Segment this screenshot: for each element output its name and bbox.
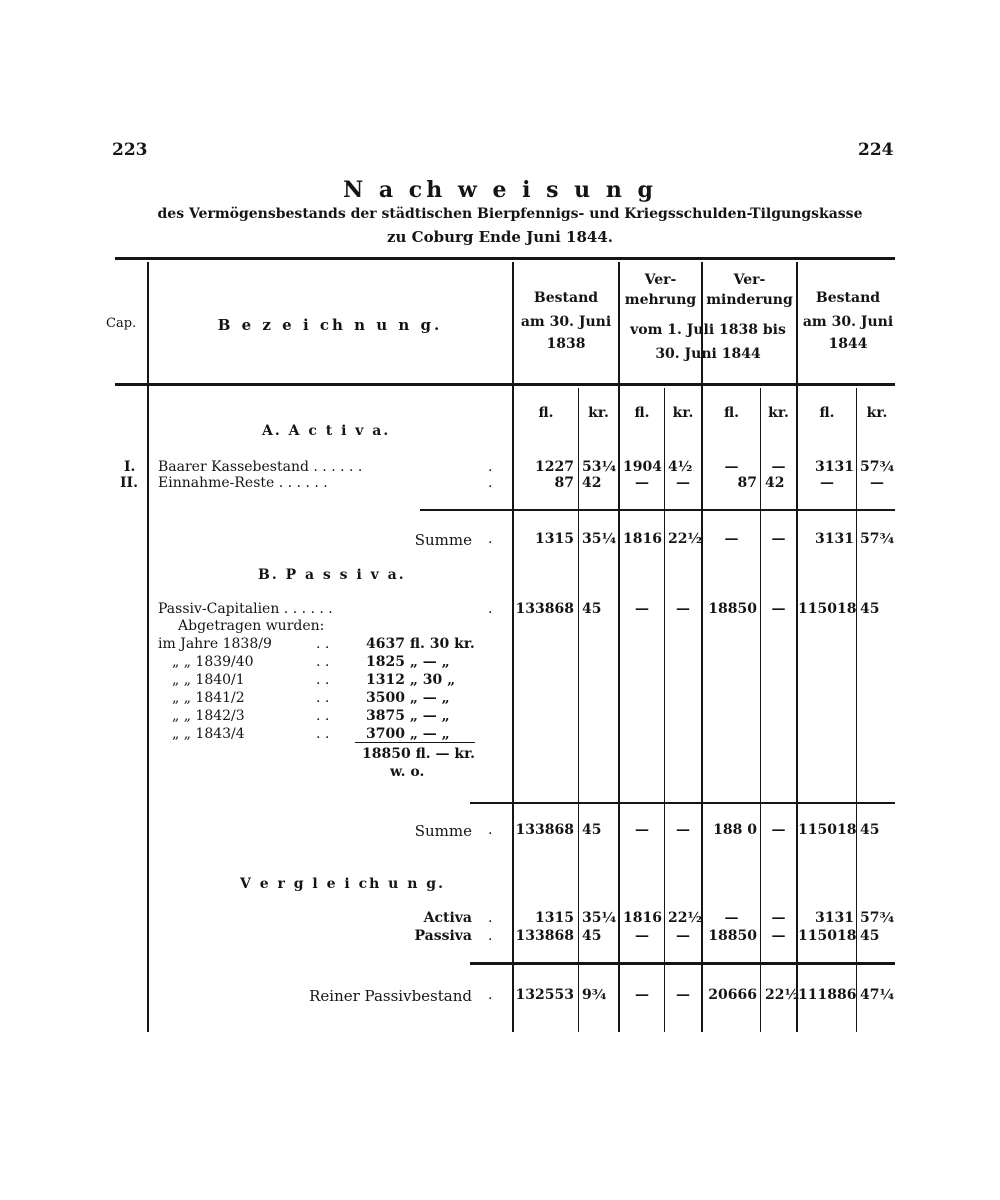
unit-fl: fl. [538,405,554,421]
year-amount: 3700 „ — „ [366,726,450,742]
bestand1-date: am 30. Juni [520,314,612,330]
year-label: im Jahre 1838/9 [158,636,272,652]
year-label: „ „ 1842/3 [172,708,245,724]
cap-divider [147,262,149,1032]
row-label: Baarer Kassebestand . . . . . . [158,459,363,475]
page-number-left: 223 [112,140,148,160]
leader-dots: . . [316,726,330,742]
years-total-rule [355,742,475,743]
year-amount: 4637 fl. 30 kr. [366,636,475,652]
bestand2-fl-value: 3131 [815,459,854,475]
leader-dot: . [488,822,493,838]
passiva-sum-rule [470,802,895,804]
verminderung-kr-value: — [771,531,786,547]
cap-header: Cap. [106,316,137,331]
leader-dot: . [488,475,493,491]
header-top-rule [115,257,895,260]
bestand2-year: 1844 [828,336,868,352]
year-amount: 1312 „ 30 „ [366,672,456,688]
document-subtitle-2: zu Coburg Ende Juni 1844. [387,228,613,246]
bestand1-kr-value: 35¼ [582,910,617,926]
vermehrung-kr-value: 22½ [668,531,703,547]
bezeichnung-header: B e z e i ch n u n g. [217,316,443,334]
row-label: Einnahme-Reste . . . . . . [158,475,328,491]
bestand2-kr-value: 45 [860,601,880,617]
row-label: Activa [423,910,472,926]
verminderung-fl-value: — [724,910,739,926]
verminderung-kr-value: 22½ [765,987,800,1003]
bestand1-fl-value: 133868 [515,822,574,838]
unit-kr: kr. [588,405,609,421]
vermehrung-kr-value: — [676,822,690,838]
leader-dots: . . [316,690,330,706]
bestand2-kr-value: 47¼ [860,987,895,1003]
bestand1-fl-kr-rule [578,388,579,1032]
cap-number: II. [120,475,138,491]
verminderung-fl-value: 87 [737,475,757,491]
leader-dots: . . [316,708,330,724]
bestand1-fl-value: 1315 [535,910,574,926]
period-line-2: 30. Juni 1844 [655,346,761,362]
bestand1-kr-value: 42 [582,475,602,491]
bestand2-kr-value: 57¾ [860,910,895,926]
header-bottom-rule [115,383,895,386]
years-total: 18850 fl. — kr. [362,746,476,762]
verminderung-kr-value: — [771,822,786,838]
year-amount: 3500 „ — „ [366,690,450,706]
bestand1-kr-value: 45 [582,928,602,944]
leader-dot: . [488,928,493,944]
vermehrung-fl-value: — [635,475,649,491]
bestand1-kr-value: 9¾ [582,987,607,1003]
bestand2-kr-value: 57¾ [860,531,895,547]
unit-fl: fl. [634,405,650,421]
leader-dot: . [488,987,493,1003]
verminderung-kr-value: — [771,601,786,617]
bestand2-kr-value: — [870,475,884,491]
verminderung-fl-value: 18850 [708,928,757,944]
bestand2-fl-value: 115018 [798,601,857,617]
bestand1-kr-value: 35¼ [582,531,617,547]
year-label: „ „ 1843/4 [172,726,245,742]
vermehrung-fl-value: 1904 [623,459,662,475]
vermehrung-fl-value: — [635,822,649,838]
year-amount: 1825 „ — „ [366,654,450,670]
document-subtitle: des Vermögensbestands der städtischen Bierpfennigs- und Kriegsschulden-Tilgungskasse [157,206,863,222]
vergleichung-heading: V e r g l e i ch u n g. [240,876,445,892]
unit-fl: fl. [723,405,740,421]
vermehrung-fl-value: — [635,987,649,1003]
year-label: „ „ 1841/2 [172,690,245,706]
leader-dot: . [488,910,493,926]
unit-fl: fl. [819,405,835,421]
vermehrung-kr-value: 4½ [668,459,693,475]
page-number-right: 224 [858,140,894,160]
vermehrung-kr-value: — [676,601,690,617]
leader-dot: . [488,531,493,547]
unit-kr: kr. [768,405,789,421]
period-line-1: vom 1. Juli 1838 bis [630,322,786,338]
verminderung-fl-value: — [724,459,739,475]
verminderung-fl-value: — [724,531,739,547]
bestand1-kr-value: 45 [582,822,602,838]
verminderung-kr-value: — [771,928,786,944]
verminderung-fl-value: 188 0 [713,822,757,838]
bestand1-fl-value: 133868 [515,601,574,617]
bestand1-fl-value: 1315 [535,531,574,547]
bestand2-kr-value: 57¾ [860,459,895,475]
bestand2-fl-value: 111886 [798,987,857,1003]
vermehrung-fl-value: — [635,601,649,617]
bestand2-kr-value: 45 [860,928,880,944]
row-label: Passiva [414,928,472,944]
verminderung-fl-value: 20666 [708,987,757,1003]
bestand2-fl-value: — [820,475,834,491]
bestand2-kr-value: 45 [860,822,880,838]
vermehrung-kr-value: — [676,987,690,1003]
bestand1-fl-value: 133868 [515,928,574,944]
bestand2-date: am 30. Juni [802,314,894,330]
leader-dots: . . [316,672,330,688]
year-amount: 3875 „ — „ [366,708,450,724]
verminderung-kr-value: 42 [765,475,785,491]
vermehrung-kr-value: — [676,475,690,491]
leader-dot: . [488,459,493,475]
abgetragen-label: Abgetragen wurden: [178,618,325,634]
activa-heading: A. A c t i v a. [262,423,391,439]
leader-dot: . [488,601,493,617]
bestand1-kr-value: 45 [582,601,602,617]
activa-sum-rule [420,509,895,511]
vermehrung-fl-value: — [635,928,649,944]
bestand1-fl-value: 87 [554,475,574,491]
document-heading: N a ch w e i s u n g [343,177,657,203]
passiva-heading: B. P a s s i v a. [258,567,406,583]
verminderung-kr-value: — [771,459,786,475]
vermehrung-kr-value: 22½ [668,910,703,926]
row-label: Passiv-Capitalien . . . . . . [158,601,333,617]
vermehrung-header: Ver- mehrung [624,272,697,308]
bestand2-header: Bestand [815,290,881,306]
vermehrung-fl-value: 1816 [623,910,662,926]
verminderung-kr-value: — [771,910,786,926]
cap-number: I. [124,459,136,475]
verminderung-header: Ver- minderung [706,272,793,308]
verminderung-fl-value: 18850 [708,601,757,617]
summe-label: Summe [414,531,472,549]
summe-label: Summe [414,822,472,840]
result-label: Reiner Passivbestand [309,987,472,1005]
leader-dots: . . [316,636,330,652]
result-rule [470,962,895,965]
year-label: „ „ 1840/1 [172,672,245,688]
wie-oben: w. o. [390,764,425,780]
bestand2-fl-value: 115018 [798,822,857,838]
vermehrung-kr-value: — [676,928,690,944]
bestand1-kr-value: 53¼ [582,459,617,475]
bestand2-fl-value: 115018 [798,928,857,944]
year-label: „ „ 1839/40 [172,654,254,670]
bestand2-fl-value: 3131 [815,531,854,547]
bestand1-fl-value: 1227 [535,459,574,475]
bestand1-fl-value: 132553 [515,987,574,1003]
unit-kr: kr. [672,405,694,421]
bestand2-fl-value: 3131 [815,910,854,926]
vermehrung-fl-value: 1816 [623,531,662,547]
leader-dots: . . [316,654,330,670]
bestand1-header: Bestand [533,290,599,306]
bestand1-year: 1838 [546,336,586,352]
unit-kr: kr. [866,405,888,421]
